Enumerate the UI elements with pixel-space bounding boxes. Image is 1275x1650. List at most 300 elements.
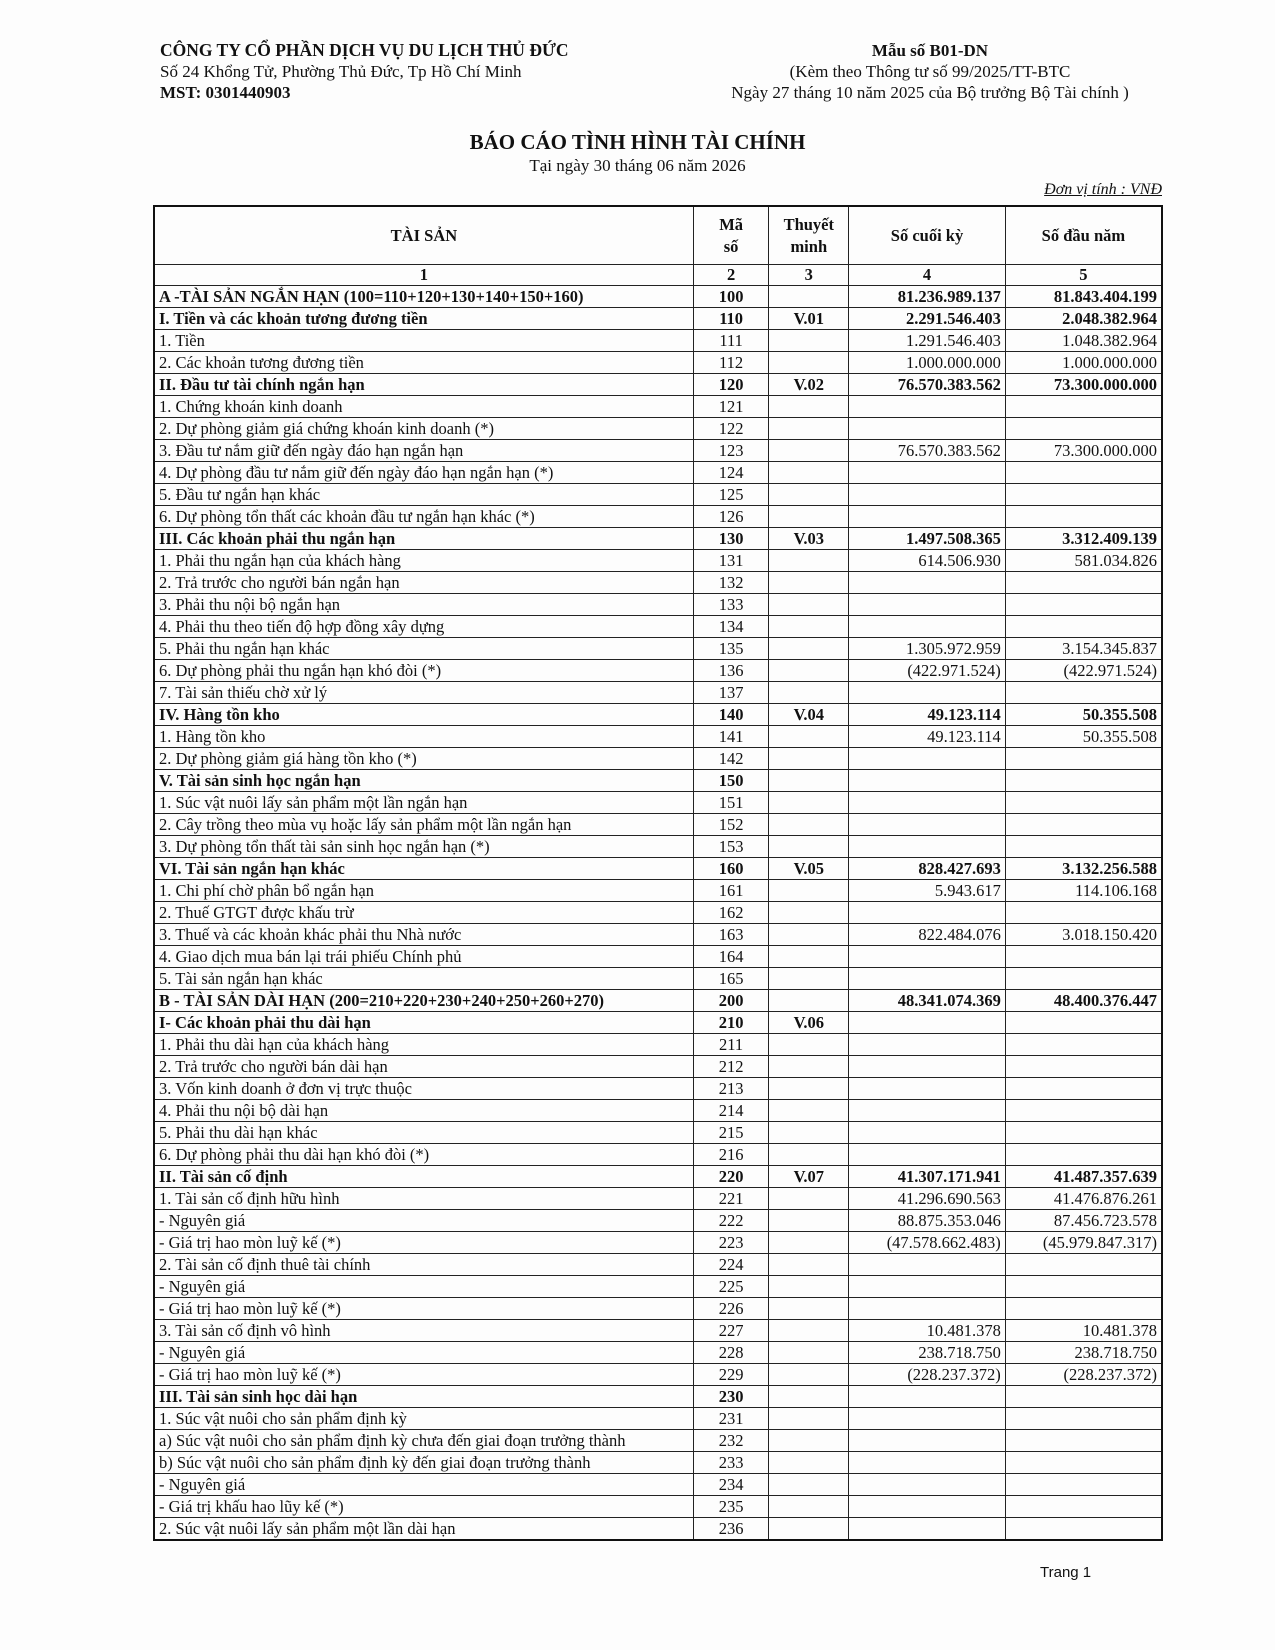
row-note (769, 792, 849, 814)
row-begin-value (1005, 1254, 1162, 1276)
row-begin-value (1005, 1144, 1162, 1166)
row-end-value (849, 1056, 1006, 1078)
table-row (154, 418, 1162, 440)
row-end-value (849, 594, 1006, 616)
row-begin-value (1005, 1408, 1162, 1430)
row-end-value: (422.971.524) (849, 660, 1006, 682)
row-label: A -TÀI SẢN NGẮN HẠN (100=110+120+130+140+150+160) (154, 286, 693, 308)
row-note (769, 550, 849, 572)
row-label: 1. Súc vật nuôi cho sản phẩm định kỳ (154, 1408, 693, 1430)
row-end-value (849, 946, 1006, 968)
row-label: 2. Trả trước cho người bán dài hạn (154, 1056, 693, 1078)
row-label: 4. Phải thu nội bộ dài hạn (154, 1100, 693, 1122)
table-row (154, 792, 1162, 814)
row-end-value: 238.718.750 (849, 1342, 1006, 1364)
row-note (769, 1298, 849, 1320)
table-row (154, 1078, 1162, 1100)
row-label: 2. Cây trồng theo mùa vụ hoặc lấy sản phẩm một lần ngắn hạn (154, 814, 693, 836)
row-begin-value: 238.718.750 (1005, 1342, 1162, 1364)
row-label: III. Các khoản phải thu ngắn hạn (154, 528, 693, 550)
row-label: b) Súc vật nuôi cho sản phẩm định kỳ đến giai đoạn trưởng thành (154, 1452, 693, 1474)
row-note (769, 660, 849, 682)
row-label: 2. Các khoản tương đương tiền (154, 352, 693, 374)
table-row (154, 484, 1162, 506)
row-code: 153 (693, 836, 769, 858)
table-row (154, 352, 1162, 374)
row-code: 228 (693, 1342, 769, 1364)
row-note: V.06 (769, 1012, 849, 1034)
table-row (154, 1518, 1162, 1541)
row-label: - Giá trị hao mòn luỹ kế (*) (154, 1232, 693, 1254)
row-label: 6. Dự phòng phải thu ngắn hạn khó đòi (*) (154, 660, 693, 682)
row-end-value: 5.943.617 (849, 880, 1006, 902)
row-code: 126 (693, 506, 769, 528)
row-begin-value: 50.355.508 (1005, 726, 1162, 748)
row-label: - Nguyên giá (154, 1342, 693, 1364)
row-label: 2. Súc vật nuôi lấy sản phẩm một lần dài hạn (154, 1518, 693, 1541)
row-code: 130 (693, 528, 769, 550)
table-row (154, 1254, 1162, 1276)
form-date: Ngày 27 tháng 10 năm 2025 của Bộ trưởng Bộ Tài chính ) (731, 83, 1129, 102)
header-code-line2: số (723, 236, 739, 256)
table-row (154, 1430, 1162, 1452)
row-end-value (849, 462, 1006, 484)
column-number: 3 (769, 265, 849, 286)
row-begin-value (1005, 1430, 1162, 1452)
row-end-value: 1.291.546.403 (849, 330, 1006, 352)
row-begin-value: 87.456.723.578 (1005, 1210, 1162, 1232)
row-code: 110 (693, 308, 769, 330)
row-label: 5. Phải thu ngắn hạn khác (154, 638, 693, 660)
row-code: 120 (693, 374, 769, 396)
row-end-value: 76.570.383.562 (849, 440, 1006, 462)
row-begin-value (1005, 902, 1162, 924)
row-code: 133 (693, 594, 769, 616)
row-note (769, 1408, 849, 1430)
table-row (154, 748, 1162, 770)
row-note (769, 836, 849, 858)
row-label: 3. Phải thu nội bộ ngắn hạn (154, 594, 693, 616)
table-row (154, 836, 1162, 858)
row-label: 1. Chi phí chờ phân bổ ngắn hạn (154, 880, 693, 902)
row-end-value (849, 792, 1006, 814)
row-end-value (849, 1100, 1006, 1122)
row-code: 213 (693, 1078, 769, 1100)
row-code: 214 (693, 1100, 769, 1122)
row-note (769, 902, 849, 924)
tax-code: MST: 0301440903 (160, 83, 291, 102)
row-code: 132 (693, 572, 769, 594)
row-begin-value (1005, 946, 1162, 968)
row-begin-value: 3.154.345.837 (1005, 638, 1162, 660)
table-row (154, 1144, 1162, 1166)
row-code: 131 (693, 550, 769, 572)
row-note: V.02 (769, 374, 849, 396)
row-code: 235 (693, 1496, 769, 1518)
row-code: 230 (693, 1386, 769, 1408)
company-name: CÔNG TY CỔ PHẦN DỊCH VỤ DU LỊCH THỦ ĐỨC (160, 40, 569, 60)
row-label: 3. Thuế và các khoản khác phải thu Nhà nước (154, 924, 693, 946)
row-code: 221 (693, 1188, 769, 1210)
row-begin-value (1005, 1452, 1162, 1474)
row-label: 4. Phải thu theo tiến độ hợp đồng xây dựng (154, 616, 693, 638)
header-code (693, 206, 769, 265)
table-row (154, 462, 1162, 484)
table-row (154, 1056, 1162, 1078)
table-row (154, 396, 1162, 418)
row-end-value (849, 1430, 1006, 1452)
row-begin-value: 73.300.000.000 (1005, 374, 1162, 396)
row-label: 2. Thuế GTGT được khấu trừ (154, 902, 693, 924)
row-end-value: 76.570.383.562 (849, 374, 1006, 396)
row-end-value (849, 814, 1006, 836)
row-code: 164 (693, 946, 769, 968)
currency-unit: Đơn vị tính : VNĐ (1044, 181, 1162, 198)
row-end-value (849, 1496, 1006, 1518)
table-row (154, 1034, 1162, 1056)
table-row (154, 1452, 1162, 1474)
row-note: V.05 (769, 858, 849, 880)
row-note (769, 418, 849, 440)
row-note (769, 924, 849, 946)
row-label: VI. Tài sản ngắn hạn khác (154, 858, 693, 880)
row-label: 2. Tài sản cố định thuê tài chính (154, 1254, 693, 1276)
row-code: 124 (693, 462, 769, 484)
row-code: 234 (693, 1474, 769, 1496)
table-row (154, 924, 1162, 946)
row-note (769, 1276, 849, 1298)
row-note (769, 352, 849, 374)
row-begin-value: (422.971.524) (1005, 660, 1162, 682)
row-begin-value (1005, 1298, 1162, 1320)
row-code: 216 (693, 1144, 769, 1166)
row-code: 200 (693, 990, 769, 1012)
row-end-value: 1.305.972.959 (849, 638, 1006, 660)
row-note (769, 1518, 849, 1541)
row-code: 223 (693, 1232, 769, 1254)
table-row (154, 660, 1162, 682)
row-label: 2. Dự phòng giảm giá chứng khoán kinh doanh (*) (154, 418, 693, 440)
row-label: 3. Đầu tư nắm giữ đến ngày đáo hạn ngắn hạn (154, 440, 693, 462)
row-label: - Giá trị khấu hao lũy kế (*) (154, 1496, 693, 1518)
row-code: 215 (693, 1122, 769, 1144)
row-code: 150 (693, 770, 769, 792)
row-note (769, 594, 849, 616)
report-title: BÁO CÁO TÌNH HÌNH TÀI CHÍNH (469, 130, 806, 154)
row-end-value: 2.291.546.403 (849, 308, 1006, 330)
row-note (769, 462, 849, 484)
row-end-value (849, 836, 1006, 858)
table-row (154, 1408, 1162, 1430)
column-number: 5 (1005, 265, 1162, 286)
row-note (769, 1232, 849, 1254)
row-code: 227 (693, 1320, 769, 1342)
row-code: 161 (693, 880, 769, 902)
row-code: 123 (693, 440, 769, 462)
row-begin-value (1005, 1386, 1162, 1408)
table-row (154, 704, 1162, 726)
row-end-value (849, 1386, 1006, 1408)
table-row (154, 1276, 1162, 1298)
row-end-value: (47.578.662.483) (849, 1232, 1006, 1254)
row-end-value (849, 1452, 1006, 1474)
row-label: III. Tài sản sinh học dài hạn (154, 1386, 693, 1408)
row-end-value (849, 968, 1006, 990)
column-number-row (154, 265, 1162, 286)
row-label: I- Các khoản phải thu dài hạn (154, 1012, 693, 1034)
row-end-value (849, 1298, 1006, 1320)
row-label: B - TÀI SẢN DÀI HẠN (200=210+220+230+240+250+260+270) (154, 990, 693, 1012)
row-begin-value (1005, 484, 1162, 506)
row-code: 165 (693, 968, 769, 990)
table-row (154, 1364, 1162, 1386)
row-label: - Giá trị hao mòn luỹ kế (*) (154, 1364, 693, 1386)
row-end-value: 41.296.690.563 (849, 1188, 1006, 1210)
row-code: 162 (693, 902, 769, 924)
table-header-row (154, 206, 1162, 265)
row-end-value: 822.484.076 (849, 924, 1006, 946)
table-row (154, 1210, 1162, 1232)
table-row (154, 682, 1162, 704)
table-row (154, 1012, 1162, 1034)
row-label: 4. Giao dịch mua bán lại trái phiếu Chính phủ (154, 946, 693, 968)
row-end-value: 49.123.114 (849, 726, 1006, 748)
table-body (154, 265, 1162, 1541)
row-end-value (849, 1518, 1006, 1541)
row-label: 1. Tài sản cố định hữu hình (154, 1188, 693, 1210)
row-end-value (849, 1408, 1006, 1430)
row-end-value (849, 1474, 1006, 1496)
page-number: Trang 1 (1040, 1564, 1092, 1581)
column-number: 4 (849, 265, 1006, 286)
table-row (154, 638, 1162, 660)
row-note (769, 748, 849, 770)
row-label: 3. Vốn kinh doanh ở đơn vị trực thuộc (154, 1078, 693, 1100)
row-label: 6. Dự phòng tổn thất các khoản đầu tư ngắn hạn khác (*) (154, 506, 693, 528)
row-begin-value: 73.300.000.000 (1005, 440, 1162, 462)
row-label: 1. Tiền (154, 330, 693, 352)
row-note (769, 1496, 849, 1518)
row-code: 134 (693, 616, 769, 638)
row-code: 112 (693, 352, 769, 374)
row-note (769, 770, 849, 792)
row-note (769, 990, 849, 1012)
row-code: 152 (693, 814, 769, 836)
header-code-line1: Mã (719, 214, 744, 234)
table-row (154, 440, 1162, 462)
row-begin-value (1005, 1100, 1162, 1122)
table-row (154, 594, 1162, 616)
row-begin-value (1005, 1056, 1162, 1078)
row-code: 163 (693, 924, 769, 946)
header-begin-year: Số đầu năm (1005, 206, 1162, 265)
row-code: 100 (693, 286, 769, 308)
row-note (769, 330, 849, 352)
table-row (154, 880, 1162, 902)
row-label: - Nguyên giá (154, 1210, 693, 1232)
row-code: 231 (693, 1408, 769, 1430)
company-address: Số 24 Khổng Tử, Phường Thủ Đức, Tp Hồ Chí Minh (160, 62, 522, 81)
header-asset: TÀI SẢN (154, 206, 693, 265)
row-code: 140 (693, 704, 769, 726)
row-note (769, 572, 849, 594)
row-code: 136 (693, 660, 769, 682)
row-end-value (849, 506, 1006, 528)
row-label: - Giá trị hao mòn luỹ kế (*) (154, 1298, 693, 1320)
table-row (154, 308, 1162, 330)
row-note (769, 1474, 849, 1496)
row-begin-value (1005, 968, 1162, 990)
row-label: 1. Hàng tồn kho (154, 726, 693, 748)
row-note (769, 968, 849, 990)
row-note (769, 616, 849, 638)
row-end-value (849, 396, 1006, 418)
table-row (154, 286, 1162, 308)
row-code: 229 (693, 1364, 769, 1386)
row-note (769, 946, 849, 968)
row-end-value: 49.123.114 (849, 704, 1006, 726)
balance-sheet-table (153, 205, 1163, 1541)
row-begin-value (1005, 814, 1162, 836)
form-header (690, 40, 1170, 103)
row-label: 6. Dự phòng phải thu dài hạn khó đòi (*) (154, 1144, 693, 1166)
row-end-value: 81.236.989.137 (849, 286, 1006, 308)
table-row (154, 1122, 1162, 1144)
table-row (154, 1298, 1162, 1320)
row-code: 226 (693, 1298, 769, 1320)
row-label: 1. Phải thu ngắn hạn của khách hàng (154, 550, 693, 572)
header-note-line2: minh (790, 236, 828, 256)
table-row (154, 1386, 1162, 1408)
column-number: 1 (154, 265, 693, 286)
header-note-line1: Thuyết (783, 214, 834, 234)
row-begin-value: 3.312.409.139 (1005, 528, 1162, 550)
table-row (154, 374, 1162, 396)
row-note (769, 506, 849, 528)
row-code: 222 (693, 1210, 769, 1232)
table-row (154, 968, 1162, 990)
row-code: 224 (693, 1254, 769, 1276)
table-row (154, 506, 1162, 528)
table-row (154, 902, 1162, 924)
row-note (769, 1342, 849, 1364)
row-end-value (849, 1012, 1006, 1034)
row-note: V.04 (769, 704, 849, 726)
row-begin-value: 581.034.826 (1005, 550, 1162, 572)
row-begin-value (1005, 572, 1162, 594)
row-label: II. Đầu tư tài chính ngắn hạn (154, 374, 693, 396)
row-label: - Nguyên giá (154, 1474, 693, 1496)
row-end-value: (228.237.372) (849, 1364, 1006, 1386)
row-note (769, 726, 849, 748)
row-code: 142 (693, 748, 769, 770)
row-note (769, 1386, 849, 1408)
row-label: 2. Dự phòng giảm giá hàng tồn kho (*) (154, 748, 693, 770)
row-label: 3. Dự phòng tổn thất tài sản sinh học ngắn hạn (*) (154, 836, 693, 858)
row-code: 137 (693, 682, 769, 704)
row-begin-value (1005, 682, 1162, 704)
row-begin-value (1005, 1034, 1162, 1056)
row-end-value: 48.341.074.369 (849, 990, 1006, 1012)
row-code: 125 (693, 484, 769, 506)
row-begin-value: 2.048.382.964 (1005, 308, 1162, 330)
row-end-value (849, 682, 1006, 704)
row-label: 5. Đầu tư ngắn hạn khác (154, 484, 693, 506)
row-code: 210 (693, 1012, 769, 1034)
row-note (769, 1100, 849, 1122)
row-note (769, 440, 849, 462)
row-begin-value (1005, 1122, 1162, 1144)
row-code: 151 (693, 792, 769, 814)
row-note (769, 682, 849, 704)
row-begin-value: 41.487.357.639 (1005, 1166, 1162, 1188)
row-label: 5. Tài sản ngắn hạn khác (154, 968, 693, 990)
row-label: 1. Phải thu dài hạn của khách hàng (154, 1034, 693, 1056)
table-row (154, 616, 1162, 638)
row-label: II. Tài sản cố định (154, 1166, 693, 1188)
row-begin-value: 10.481.378 (1005, 1320, 1162, 1342)
row-end-value (849, 572, 1006, 594)
table-row (154, 1188, 1162, 1210)
row-begin-value: (228.237.372) (1005, 1364, 1162, 1386)
table-row (154, 770, 1162, 792)
row-begin-value (1005, 748, 1162, 770)
row-begin-value: 41.476.876.261 (1005, 1188, 1162, 1210)
row-note: V.07 (769, 1166, 849, 1188)
row-label: a) Súc vật nuôi cho sản phẩm định kỳ chưa đến giai đoạn trưởng thành (154, 1430, 693, 1452)
table-row (154, 814, 1162, 836)
table-row (154, 528, 1162, 550)
row-note: V.01 (769, 308, 849, 330)
form-code: Mẫu số B01-DN (871, 41, 989, 60)
row-code: 236 (693, 1518, 769, 1541)
row-code: 220 (693, 1166, 769, 1188)
row-begin-value (1005, 616, 1162, 638)
row-label: 1. Súc vật nuôi lấy sản phẩm một lần ngắn hạn (154, 792, 693, 814)
row-end-value: 614.506.930 (849, 550, 1006, 572)
row-end-value (849, 484, 1006, 506)
row-label: 4. Dự phòng đầu tư nắm giữ đến ngày đáo hạn ngắn hạn (*) (154, 462, 693, 484)
table-row (154, 990, 1162, 1012)
header-end-period: Số cuối kỳ (849, 206, 1006, 265)
row-note (769, 1144, 849, 1166)
row-end-value: 41.307.171.941 (849, 1166, 1006, 1188)
row-end-value: 10.481.378 (849, 1320, 1006, 1342)
row-label: 2. Trả trước cho người bán ngắn hạn (154, 572, 693, 594)
row-begin-value (1005, 1078, 1162, 1100)
row-note: V.03 (769, 528, 849, 550)
row-begin-value (1005, 792, 1162, 814)
row-note (769, 1188, 849, 1210)
row-begin-value (1005, 418, 1162, 440)
row-begin-value: 81.843.404.199 (1005, 286, 1162, 308)
row-end-value (849, 1122, 1006, 1144)
company-header (160, 40, 569, 103)
row-end-value (849, 1144, 1006, 1166)
table-row (154, 1342, 1162, 1364)
table-row (154, 1474, 1162, 1496)
table-row (154, 1166, 1162, 1188)
row-code: 111 (693, 330, 769, 352)
row-end-value (849, 418, 1006, 440)
table-row (154, 1100, 1162, 1122)
row-note (769, 814, 849, 836)
row-code: 212 (693, 1056, 769, 1078)
row-begin-value: 48.400.376.447 (1005, 990, 1162, 1012)
row-note (769, 1210, 849, 1232)
header-note (769, 206, 849, 265)
row-end-value (849, 902, 1006, 924)
